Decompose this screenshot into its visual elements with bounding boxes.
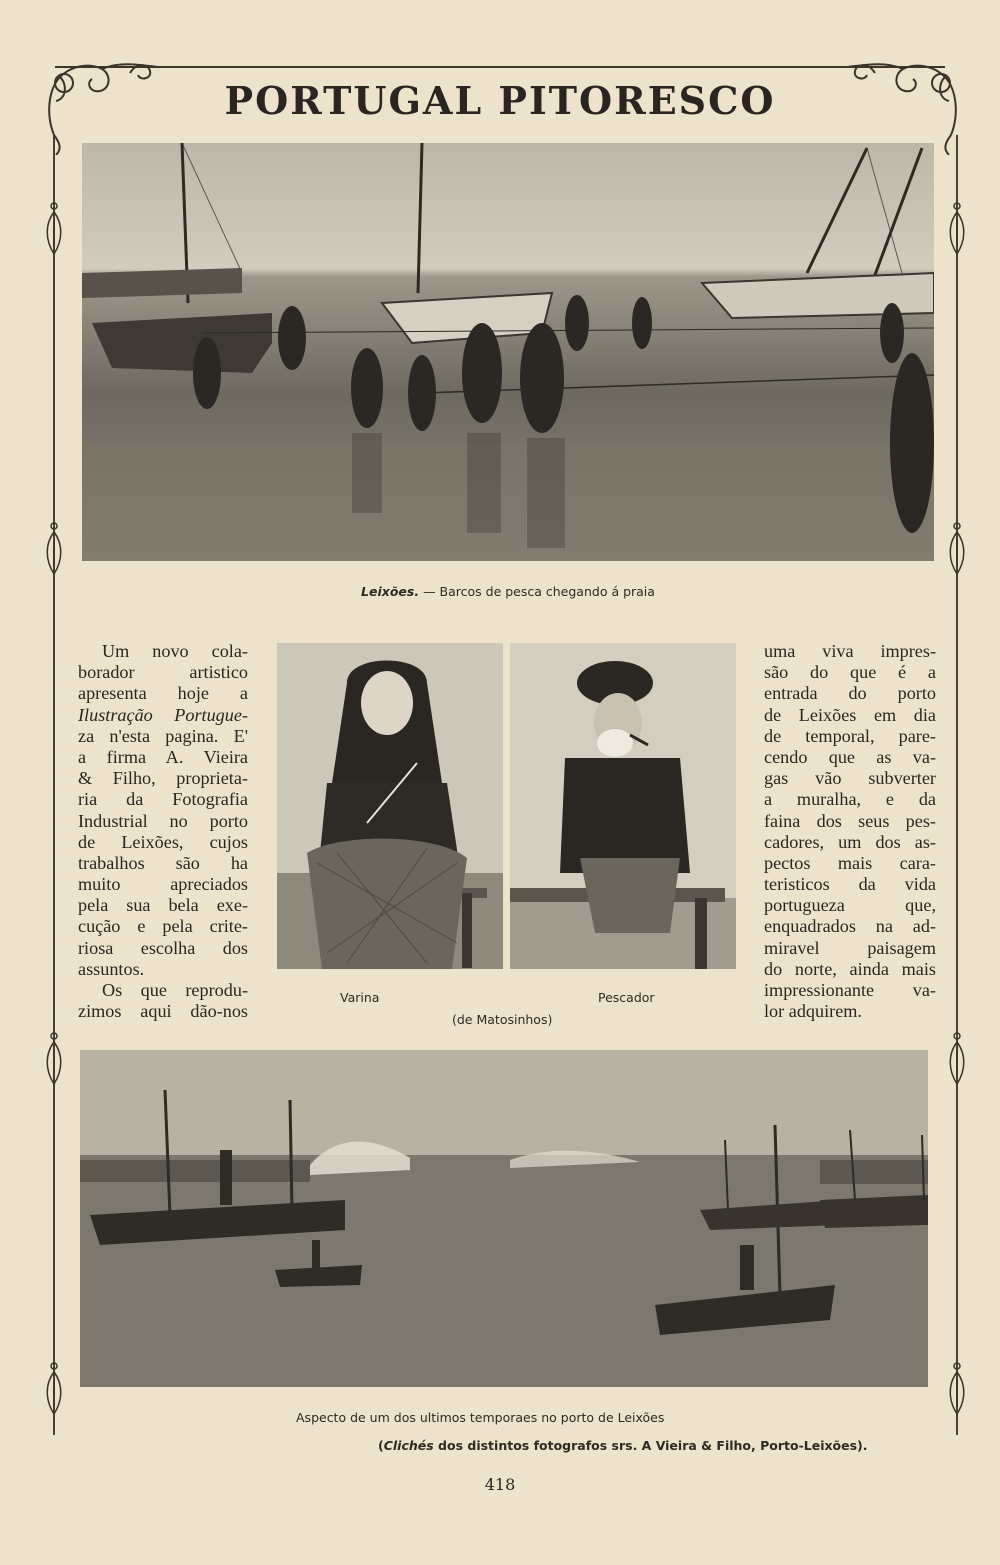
right-text-column <box>764 641 936 1022</box>
text-line: gas vão subverter <box>764 768 936 789</box>
frame-top-rule <box>55 66 945 68</box>
text-line: cadores, um dos as- <box>764 831 936 852</box>
text-line: Os que reprodu- <box>102 980 248 1000</box>
photo-storm-harbour <box>80 1050 928 1387</box>
text-line: miravel paisagem <box>764 937 936 958</box>
text-line: ria da Fotografia <box>78 789 248 810</box>
frame-right-rule <box>956 135 958 1435</box>
photo-pescador <box>510 643 736 969</box>
side-ornament-icon <box>43 1360 65 1420</box>
text-line: do norte, ainda mais <box>764 958 936 979</box>
credit-open: ( <box>378 1438 384 1453</box>
text-line: Industrial no porto <box>78 810 248 831</box>
caption-text: — Barcos de pesca chegando á praia <box>423 584 655 599</box>
top-photo-caption <box>82 584 934 599</box>
photo-fishing-boats <box>82 143 934 561</box>
text-line: uma viva impres- <box>764 641 936 661</box>
caption-place: Leixões. <box>361 584 420 599</box>
text-line: de Leixões, cujos <box>78 831 248 852</box>
side-ornament-icon <box>43 200 65 260</box>
side-ornament-icon <box>946 520 968 580</box>
text-line: muito apreciados <box>78 874 248 895</box>
credit-rest: dos distintos fotografos srs. A Vieira & Filho, Porto-Leixões). <box>433 1438 868 1453</box>
text-line: de temporal, pare- <box>764 725 936 746</box>
text-line: pectos mais cara- <box>764 852 936 873</box>
text-line: enquadrados na ad- <box>764 916 936 937</box>
text-line: faina dos seus pes- <box>764 810 936 831</box>
varina-caption: Varina <box>340 990 380 1005</box>
text-line: entrada do porto <box>764 683 936 704</box>
text-line: assuntos. <box>78 958 145 979</box>
text-line: teristicos da vida <box>764 874 936 895</box>
bottom-photo-caption: Aspecto de um dos ultimos temporaes no porto de Leixões <box>296 1410 665 1425</box>
text-line: apresenta hoje a <box>78 683 248 704</box>
text-line: são do que é a <box>764 662 936 683</box>
text-line: pela sua bela exe- <box>78 895 248 916</box>
text-line: zimos aqui dão-nos <box>78 1001 248 1022</box>
text-line: riosa escolha dos <box>78 937 248 958</box>
text-line: cução e pela crite- <box>78 916 248 937</box>
side-ornament-icon <box>946 1360 968 1420</box>
text-line: a firma A. Vieira <box>78 746 248 767</box>
text-line: impressionante va- <box>764 980 936 1000</box>
side-ornament-icon <box>946 200 968 260</box>
photo-credit <box>378 1438 868 1453</box>
page-title: PORTUGAL PITORESCO <box>224 78 776 123</box>
page-number: 418 <box>484 1475 516 1494</box>
text-line: a muralha, e da <box>764 789 936 810</box>
text-line: borador artistico <box>78 662 248 683</box>
pescador-caption: Pescador <box>598 990 655 1005</box>
text-line: portugueza que, <box>764 895 936 916</box>
left-text-column <box>78 641 248 1022</box>
text-line: cendo que as va- <box>764 746 936 767</box>
text-line: trabalhos são ha <box>78 852 248 873</box>
text-line: za n'esta pagina. E' <box>78 725 248 746</box>
text-line: Um novo cola- <box>102 641 248 661</box>
side-ornament-icon <box>946 1030 968 1090</box>
side-ornament-icon <box>43 1030 65 1090</box>
frame-left-rule <box>53 135 55 1435</box>
text-line: & Filho, proprieta- <box>78 768 248 789</box>
matosinhos-caption: (de Matosinhos) <box>452 1012 553 1027</box>
text-line: de Leixões em dia <box>764 704 936 725</box>
side-ornament-icon <box>43 520 65 580</box>
photo-varina <box>277 643 503 969</box>
text-line: Ilustração Portugue- <box>78 704 248 725</box>
text-line: lor adquirem. <box>764 1001 862 1022</box>
credit-cliches: Clichés <box>383 1438 434 1453</box>
